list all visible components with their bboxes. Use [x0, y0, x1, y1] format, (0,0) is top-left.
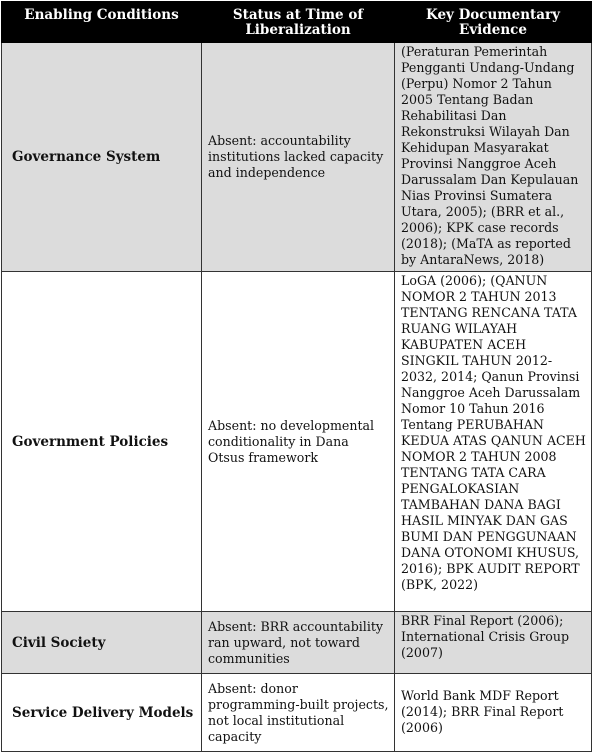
header-evidence: Key Documentary Evidence — [395, 2, 592, 43]
table-row — [2, 272, 592, 612]
evidence-cell: BRR Final Report (2006); International Crisis Group (2007) — [395, 612, 592, 674]
table-row — [2, 612, 592, 674]
header-row — [2, 2, 592, 43]
status-cell: Absent: accountability institutions lacked capacity and independence — [202, 43, 395, 272]
status-cell: Absent: no developmental conditionality in Dana Otsus framework — [202, 272, 395, 612]
evidence-table — [1, 1, 592, 752]
header-status: Status at Time of Liberalization — [202, 2, 395, 43]
condition-cell: Governance System — [2, 43, 202, 272]
status-cell: Absent: BRR accountability ran upward, not toward communities — [202, 612, 395, 674]
header-enabling-conditions: Enabling Conditions — [2, 2, 202, 43]
evidence-cell: (Peraturan Pemerintah Pengganti Undang-Undang (Perpu) Nomor 2 Tahun 2005 Tentang Badan Rehabilitasi Dan Rekonstruksi Wilayah Dan Kehidupan Masyarakat Provinsi Nanggroe Aceh Darussalam Dan Kepulauan Nias Provinsi Sumatera Utara, 2005); (BRR et al., 2006); KPK case records (2018); (MaTA as reported by AntaraNews, 2018) — [395, 43, 592, 272]
condition-cell: Civil Society — [2, 612, 202, 674]
evidence-cell: World Bank MDF Report (2014); BRR Final Report (2006) — [395, 674, 592, 752]
condition-cell: Service Delivery Models — [2, 674, 202, 752]
evidence-cell: LoGA (2006); (QANUN NOMOR 2 TAHUN 2013 TENTANG RENCANA TATA RUANG WILAYAH KABUPATEN ACEH SINGKIL TAHUN 2012-2032, 2014; Qanun Provinsi Nanggroe Aceh Darussalam Nomor 10 Tahun 2016 Tentang PERUBAHAN KEDUA ATAS QANUN ACEH NOMOR 2 TAHUN 2008 TENTANG TATA CARA PENGALOKASIAN TAMBAHAN DANA BAGI HASIL MINYAK DAN GAS BUMI DAN PENGGUNAAN DANA OTONOMI KHUSUS, 2016); BPK AUDIT REPORT (BPK, 2022) — [395, 272, 592, 612]
status-cell: Absent: donor programming-built projects, not local institutional capacity — [202, 674, 395, 752]
condition-cell: Government Policies — [2, 272, 202, 612]
table-row — [2, 43, 592, 272]
table-row — [2, 674, 592, 752]
